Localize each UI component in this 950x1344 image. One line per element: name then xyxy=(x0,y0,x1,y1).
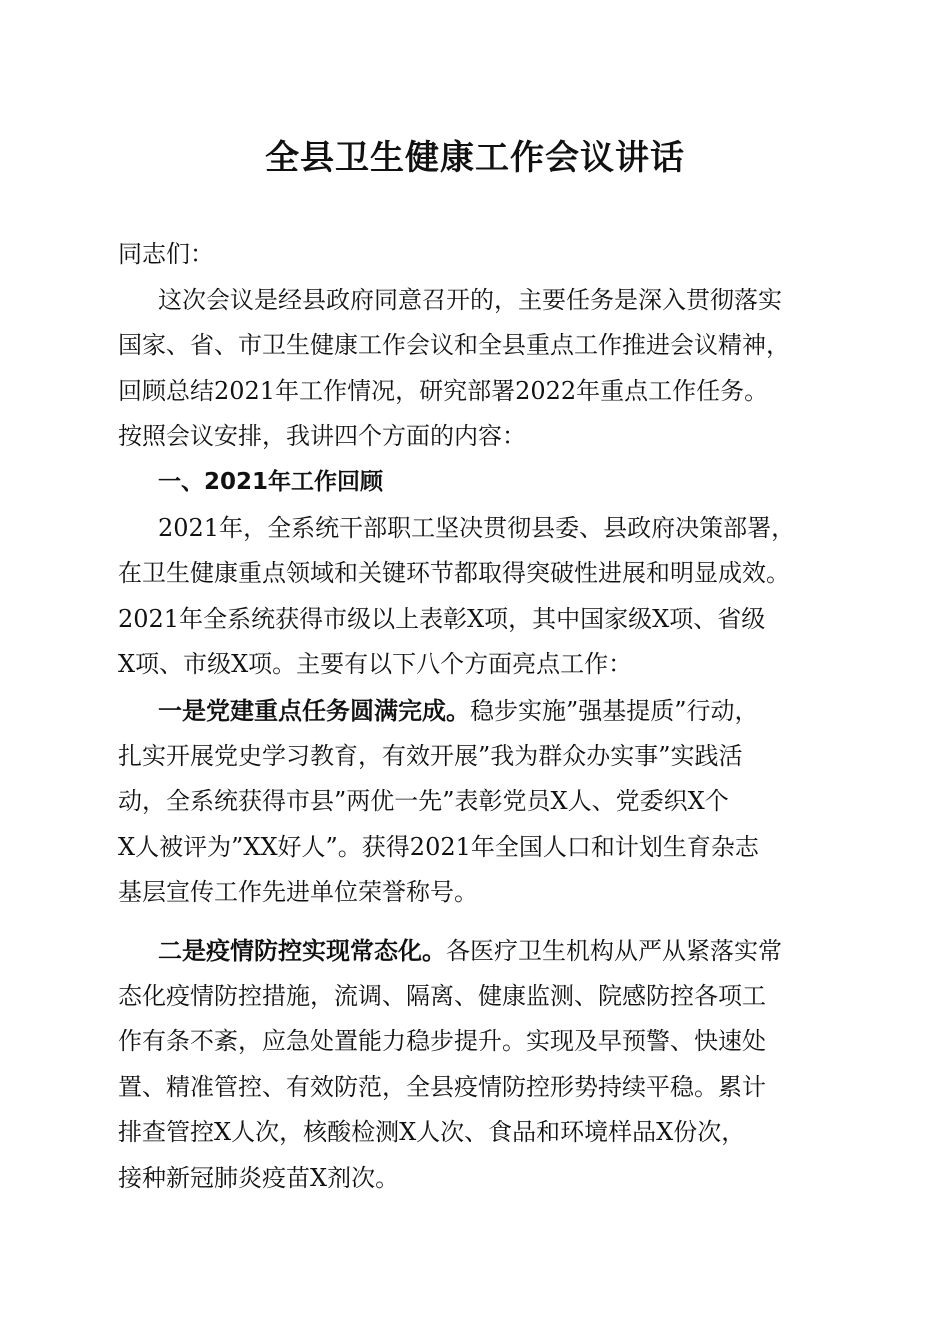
section-heading: 一、2021年工作回顾 xyxy=(158,468,384,495)
review-line: 在卫生健康重点领域和关键环节都取得突破性进展和明显成效。 xyxy=(118,559,790,588)
intro-paragraph xyxy=(118,278,838,460)
paragraph-line: X人被评为”XX好人”。获得2021年全国人口和计划生育杂志 xyxy=(118,832,759,861)
document-title: 全县卫生健康工作会议讲话 xyxy=(265,138,685,178)
paragraph-first-line xyxy=(118,928,838,974)
paragraph-line: 基层宣传工作先进单位荣誉称号。 xyxy=(118,878,478,907)
salutation: 同志们： xyxy=(118,240,214,268)
epidemic-paragraph xyxy=(118,928,838,1202)
paragraph-line: 作有条不紊，应急处置能力稳步提升。实现及早预警、快速处 xyxy=(118,1027,766,1056)
paragraph-line: 接种新冠肺炎疫苗X剂次。 xyxy=(118,1163,400,1192)
item-lead: 二是疫情防控实现常态化。 xyxy=(158,935,446,965)
paragraph-line: 动，全系统获得市县”两优一先”表彰党员X人、党委织X个 xyxy=(118,787,729,816)
paragraph-first-line xyxy=(118,688,838,734)
paragraph-line: 置、精准管控、有效防范，全县疫情防控形势持续平稳。累计 xyxy=(118,1072,766,1101)
paragraph-line: 态化疫情防控措施，流调、隔离、健康监测、院感防控各项工 xyxy=(118,981,766,1010)
item-text: 稳步实施”强基提质”行动， xyxy=(470,696,759,725)
intro-line: 这次会议是经县政府同意召开的，主要任务是深入贯彻落实 xyxy=(158,285,782,314)
item-lead: 一是党建重点任务圆满完成。 xyxy=(158,695,470,725)
review-line: X项、市级X项。主要有以下八个方面亮点工作： xyxy=(118,650,633,679)
review-line: 2021年全系统获得市级以上表彰X项，其中国家级X项、省级 xyxy=(118,604,766,633)
paragraph-line: 排查管控X人次，核酸检测X人次、食品和环境样品X份次， xyxy=(118,1118,746,1147)
paragraph-gap xyxy=(118,916,838,928)
intro-line: 国家、省、市卫生健康工作会议和全县重点工作推进会议精神， xyxy=(118,331,790,360)
document-body xyxy=(118,232,838,1201)
intro-line: 按照会议安排，我讲四个方面的内容： xyxy=(118,422,526,451)
item-text: 各医疗卫生机构从严从紧落实常 xyxy=(446,936,782,965)
review-line: 2021年，全系统干部职工坚决贯彻县委、县政府决策部署， xyxy=(158,513,796,542)
review-paragraph xyxy=(118,506,838,688)
party-building-paragraph xyxy=(118,688,838,916)
paragraph-line: 扎实开展党史学习教育，有效开展”我为群众办实事”实践活 xyxy=(118,741,743,770)
intro-line: 回顾总结2021年工作情况，研究部署2022年重点工作任务。 xyxy=(118,376,769,405)
